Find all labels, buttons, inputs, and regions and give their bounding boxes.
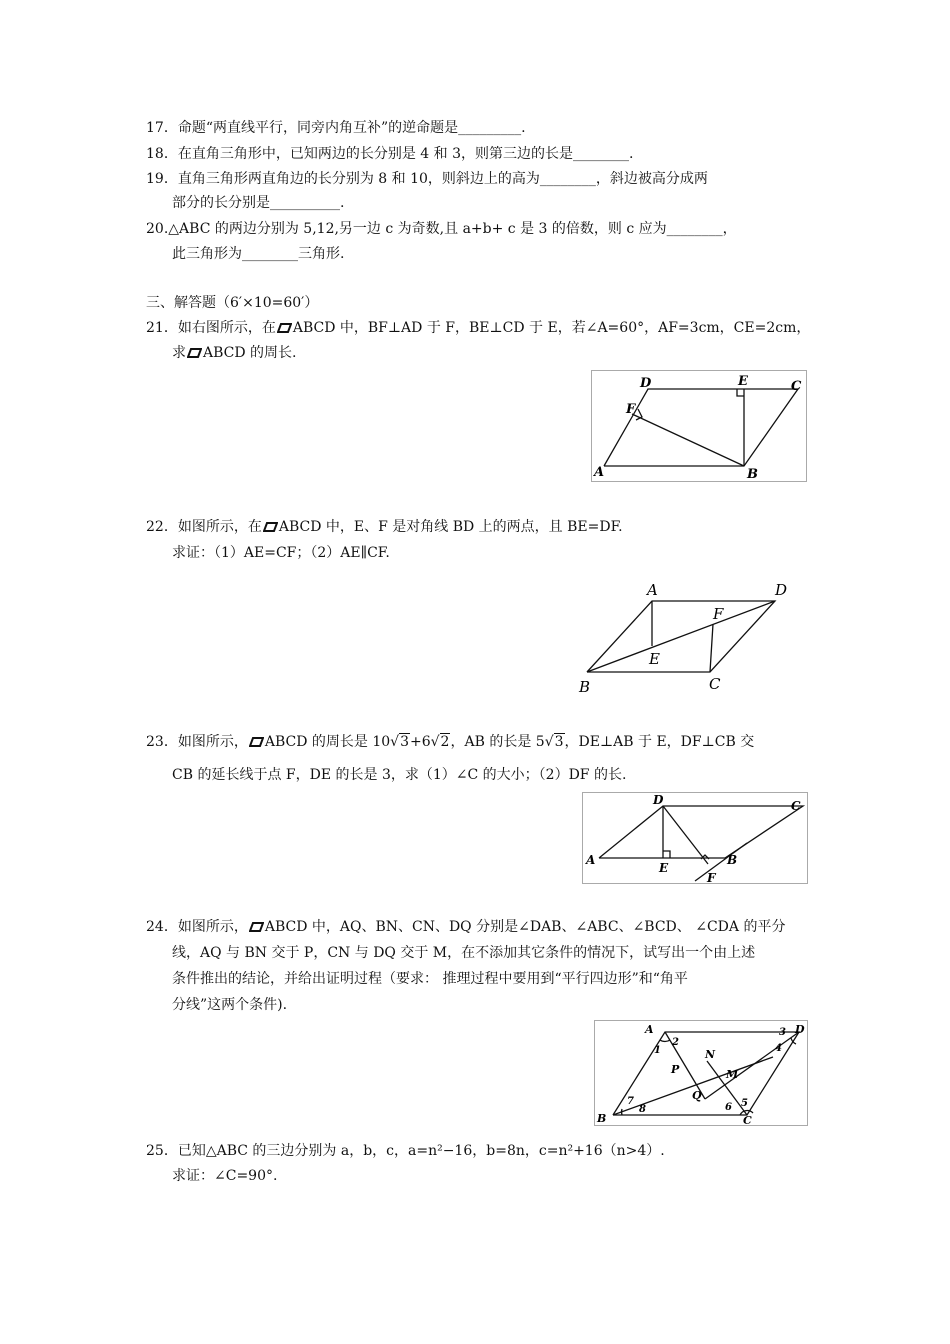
question-24-line1: 24．如图所示， ABCD 中，AQ、BN、CN、DQ 分别是∠DAB、∠ABC、∠BCD、 ∠CDA 的平分 — [146, 919, 786, 935]
angle-6: 6 — [725, 1102, 732, 1113]
label-B: B — [747, 467, 758, 481]
label-A: A — [645, 1023, 654, 1036]
label-B: B — [597, 1112, 607, 1125]
label-D: D — [775, 581, 788, 599]
question-22-line2: 求证：（1）AE=CF；（2）AE∥CF. — [172, 545, 390, 561]
angle-3: 3 — [779, 1027, 786, 1038]
label-A: A — [586, 853, 596, 867]
parallelogram-icon — [249, 922, 264, 932]
question-19-line1: 19．直角三角形两直角边的长分别为 8 和 10，则斜边上的高为________，斜边被高分成两 — [146, 171, 708, 187]
sqrt-2: √2 — [430, 734, 450, 750]
label-F: F — [707, 871, 716, 883]
label-E: E — [738, 374, 748, 389]
question-17: 17．命题“两直线平行，同旁内角互补”的逆命题是_________. — [146, 120, 526, 136]
sqrt-3: √3 — [544, 734, 564, 750]
question-20-line2: 此三角形为________三角形. — [172, 246, 345, 262]
angle-1: 1 — [654, 1045, 661, 1056]
label-E: E — [649, 650, 660, 668]
question-21-line1: 21．如右图所示，在 ABCD 中，BF⊥AD 于 F，BE⊥CD 于 E，若∠A=60°，AF=3cm，CE=2cm， — [146, 320, 811, 336]
label-D: D — [640, 376, 652, 391]
figure-24 — [594, 1020, 808, 1126]
parallelogram-icon — [249, 737, 264, 747]
question-18: 18．在直角三角形中，已知两边的长分别是 4 和 3，则第三边的长是________. — [146, 146, 634, 162]
label-C: C — [791, 799, 801, 813]
label-P: P — [671, 1063, 680, 1076]
label-D: D — [653, 793, 664, 807]
angle-5: 5 — [741, 1098, 748, 1109]
label-D: D — [795, 1023, 805, 1036]
figure-21 — [591, 370, 807, 482]
sqrt-3: √3 — [390, 734, 409, 750]
label-C: C — [791, 379, 802, 394]
section-3-heading: 三、解答题（6′×10=60′） — [146, 295, 319, 311]
label-F: F — [626, 402, 636, 417]
question-24-line3: 条件推出的结论，并给出证明过程（要求： 推理过程中要用到“平行四边形”和“角平 — [172, 971, 688, 987]
angle-4: 4 — [775, 1043, 782, 1054]
label-A: A — [594, 465, 605, 480]
question-24-line2: 线，AQ 与 BN 交于 P，CN 与 DQ 交于 M，在不添加其它条件的情况下，试写出一个由上述 — [172, 945, 756, 961]
figure-23 — [582, 792, 808, 884]
question-24-line4: 分线”这两个条件). — [172, 997, 288, 1013]
label-F: F — [713, 605, 724, 623]
label-Q: Q — [692, 1089, 702, 1102]
question-25-line1: 25．已知△ABC 的三边分别为 a，b，c，a=n²−16，b=8n，c=n²+16（n>4）. — [146, 1143, 665, 1159]
parallelogram-icon — [277, 323, 292, 333]
angle-8: 8 — [639, 1104, 646, 1115]
question-21-line2: 求 ABCD 的周长. — [172, 345, 297, 361]
angle-2: 2 — [672, 1037, 679, 1048]
question-19-line2: 部分的长分别是__________. — [172, 195, 345, 211]
label-C: C — [709, 675, 721, 693]
question-23-line1: 23．如图所示， ABCD 的周长是 10√3+6√2，AB 的长是 5√3，DE⊥AB 于 E，DF⊥CB 交 — [146, 730, 754, 754]
figure-22 — [575, 575, 800, 697]
label-B: B — [579, 678, 591, 696]
label-B: B — [727, 853, 738, 867]
question-25-line2: 求证：∠C=90°. — [172, 1168, 278, 1184]
label-M: M — [726, 1068, 739, 1081]
label-A: A — [647, 581, 658, 599]
parallelogram-icon — [187, 348, 202, 358]
label-N: N — [705, 1048, 716, 1061]
label-E: E — [659, 861, 669, 875]
question-23-line2: CB 的延长线于点 F，DE 的长是 3，求（1）∠C 的大小；（2）DF 的长. — [172, 767, 627, 783]
label-C: C — [743, 1114, 752, 1125]
question-22-line1: 22．如图所示，在 ABCD 中，E、F 是对角线 BD 上的两点，且 BE=DF. — [146, 519, 623, 535]
angle-7: 7 — [627, 1096, 634, 1107]
parallelogram-icon — [263, 522, 278, 532]
question-20-line1: 20.△ABC 的两边分别为 5,12,另一边 c 为奇数,且 a+b+ c 是 3 的倍数，则 c 应为________， — [146, 221, 737, 237]
